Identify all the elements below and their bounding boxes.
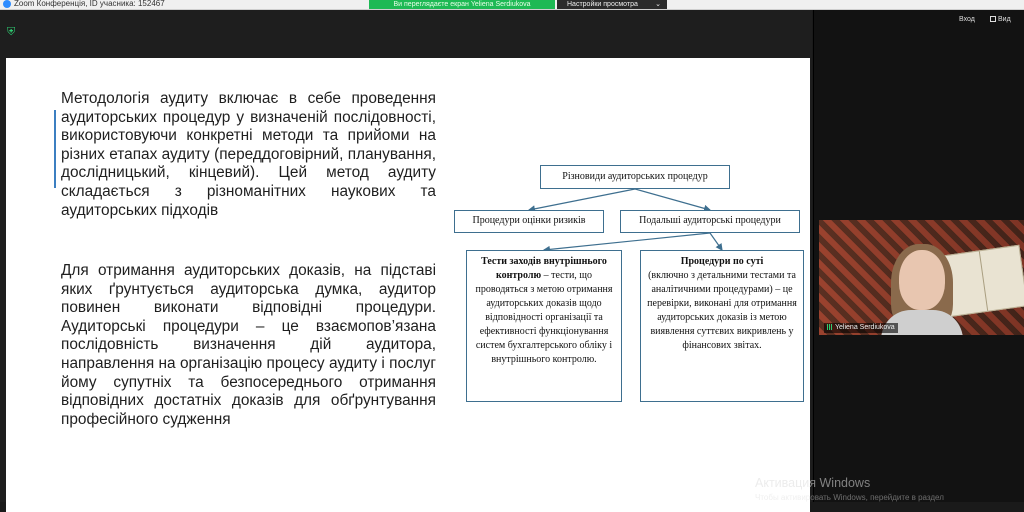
slide-accent-line	[54, 110, 56, 188]
view-options-button[interactable]	[557, 0, 667, 9]
participant-name-label	[824, 323, 898, 333]
slide-paragraph-methodology: Методологія аудиту включає в себе проведення аудиторських процедур у визначеній послідовності, використовуючи конкретні методи та прийоми на різних етапах аудиту (переддоговірний, планування, дослідницький, кінцевий). Цей метод аудиту складається з різноманітних наукових та аудиторських підходів	[61, 90, 436, 219]
shared-screen-area	[0, 10, 812, 502]
mic-level-icon	[827, 324, 832, 330]
shield-check-icon[interactable]: ⛨	[7, 26, 16, 38]
panel-toolbar	[814, 10, 1024, 32]
viewing-screen-banner: Ви переглядаєте екран Yeliena Serdiukova	[369, 0, 555, 9]
diagram-box-procedure-types: Різновиди аудиторських процедур	[540, 165, 730, 189]
window-title: Zoom Конференція, ID учасника: 152467	[14, 0, 165, 8]
diagram-box-risk-assessment: Процедури оцінки ризиків	[454, 210, 604, 233]
windows-activation-watermark: Активация Windows	[755, 476, 871, 490]
view-button-label: Вид	[998, 16, 1011, 23]
zoom-app-icon	[3, 0, 11, 8]
view-button[interactable]	[990, 16, 1011, 23]
participant-face	[899, 250, 945, 310]
diagram-box-control-tests	[466, 250, 622, 402]
presentation-slide	[6, 58, 810, 512]
diagram-box-substantive-procedures	[640, 250, 804, 402]
title-bar	[0, 0, 1024, 10]
view-options-label: Настройки просмотра	[567, 1, 638, 8]
diagram-box-further-procedures: Подальші аудиторські процедури	[620, 210, 800, 233]
substantive-title: Процедури по суті	[680, 256, 764, 267]
chevron-down-icon: ⌄	[655, 1, 661, 8]
grid-view-icon	[990, 16, 996, 22]
participants-video-panel	[813, 10, 1024, 502]
windows-activation-subtitle: Чтобы активировать Windows, перейдите в раздел	[755, 493, 944, 502]
control-tests-body: – тести, що проводяться з метою отримання аудиторських доказів щодо відповідності організації та ефективності функціонування систем бухгалтерського обліку і внутрішнього контролю.	[475, 270, 613, 365]
substantive-body: (включно з детальними тестами та аналітичними процедурами) – це перевірки, виконані для отримання аудиторських доказів із метою виявлення суттєвих викривлень у фінансових звітах.	[647, 270, 797, 351]
control-tests-title: Тести заходів внутрішнього контролю	[481, 256, 607, 281]
enter-button[interactable]: Вход	[959, 16, 975, 23]
slide-paragraph-procedures: Для отримання аудиторських доказів, на підставі яких ґрунтується аудиторська думка, аудитор повинен виконати відповідні процедури. Аудиторські процедури – це взаємопов’язана послідовність визначення дій аудитора, направлення на організацію процесу аудиту і послуг йому супутніх та безпосереднього отримання відповідних достатніх доказів для обґрунтування професійного судження	[61, 262, 436, 428]
participant-video-tile[interactable]	[819, 220, 1024, 335]
participant-name: Yeliena Serdiukova	[835, 324, 895, 331]
